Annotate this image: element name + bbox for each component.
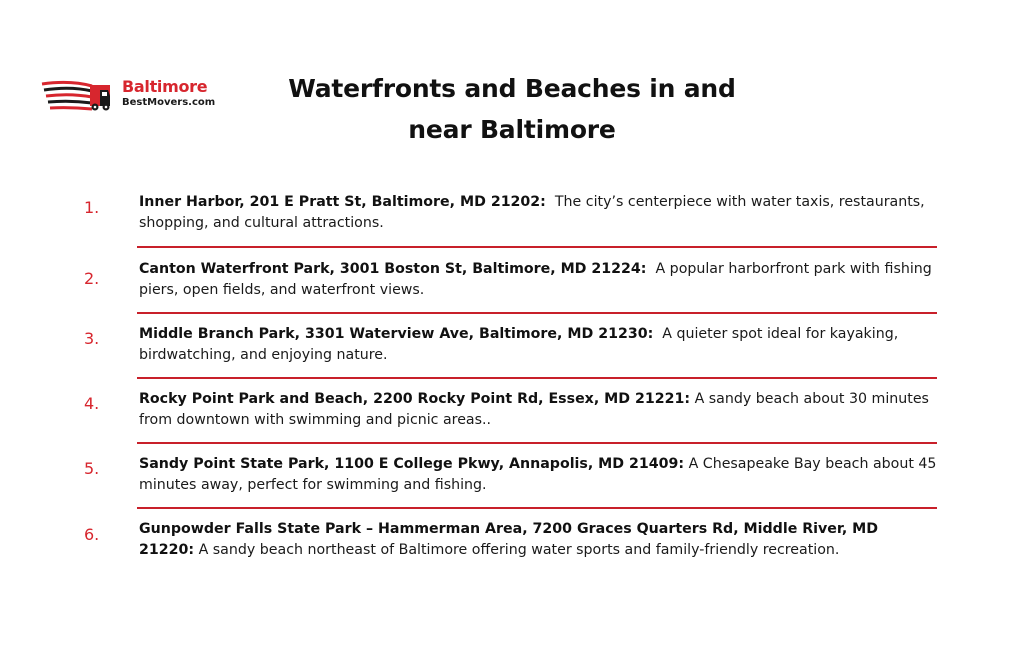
logo-subtitle: BestMovers.com <box>122 97 216 108</box>
logo <box>40 76 230 116</box>
list-item-name: Inner Harbor, 201 E Pratt St, Baltimore, MD 21202: <box>139 194 546 210</box>
list-item-text <box>139 192 939 234</box>
page-title <box>232 68 792 150</box>
divider <box>137 312 937 314</box>
list-item-text <box>139 454 939 496</box>
list-item-description: A sandy beach about 30 minutes from downtown with swimming and picnic areas.. <box>139 391 929 428</box>
moving-truck-icon <box>40 76 122 116</box>
list-item-name: Sandy Point State Park, 1100 E College Pkwy, Annapolis, MD 21409: <box>139 456 685 472</box>
list-item-text <box>139 389 939 431</box>
divider <box>137 442 937 444</box>
list-item-description: The city’s centerpiece with water taxis, restaurants, shopping, and cultural attractions. <box>139 194 925 231</box>
divider <box>137 507 937 509</box>
list-item-name: Rocky Point Park and Beach, 2200 Rocky Point Rd, Essex, MD 21221: <box>139 391 691 407</box>
list-item-number: 5. <box>84 459 100 478</box>
list-item-name: Middle Branch Park, 3301 Waterview Ave, Baltimore, MD 21230: <box>139 326 654 342</box>
divider <box>137 246 937 248</box>
divider <box>137 377 937 379</box>
list-item-description: A quieter spot ideal for kayaking, birdwatching, and enjoying nature. <box>139 326 899 363</box>
page-title-line-1: Waterfronts and Beaches in and <box>288 74 736 103</box>
list-item-description: A Chesapeake Bay beach about 45 minutes away, perfect for swimming and fishing. <box>139 456 937 493</box>
list-item-number: 6. <box>84 525 100 544</box>
logo-title: Baltimore <box>122 77 208 96</box>
list-item-number: 4. <box>84 394 100 413</box>
list-item-name: Gunpowder Falls State Park – Hammerman Area, 7200 Graces Quarters Rd, Middle River, MD 21220: <box>139 521 879 558</box>
list-item-text <box>139 259 939 301</box>
list-item-description: A popular harborfront park with fishing piers, open fields, and waterfront views. <box>139 261 932 298</box>
list-item-number: 3. <box>84 329 100 348</box>
list-item-text <box>139 519 939 561</box>
list-item-description: A sandy beach northeast of Baltimore offering water sports and family-friendly recreation. <box>198 542 840 558</box>
list-item-text <box>139 324 939 366</box>
list-item-number: 2. <box>84 269 100 288</box>
list-item-number: 1. <box>84 198 100 217</box>
list-item-name: Canton Waterfront Park, 3001 Boston St, Baltimore, MD 21224: <box>139 261 647 277</box>
page-title-line-2: near Baltimore <box>408 115 616 144</box>
